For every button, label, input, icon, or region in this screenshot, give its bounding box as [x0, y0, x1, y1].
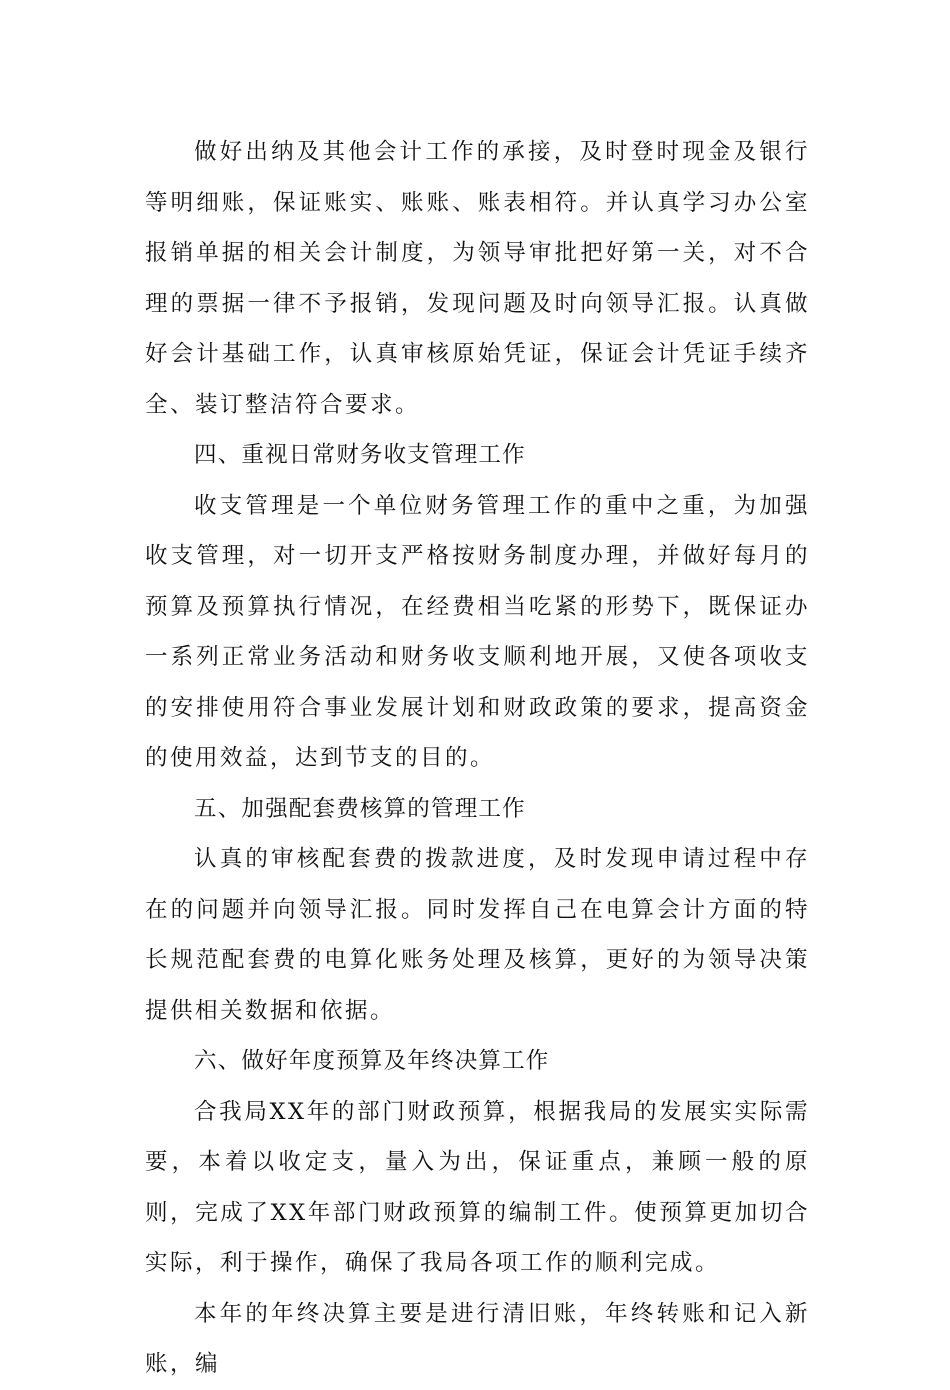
paragraph-income-expense: 收支管理是一个单位财务管理工作的重中之重，为加强收支管理，对一切开支严格按财务制度办理，并做好每月的预算及预算执行情况，在经费相当吃紧的形势下，既保证办一系列正常业务活动和财务收支顺利地开展，又使各项收支的安排使用符合事业发展计划和财政政策的要求，提高资金的使用效益，达到节支的目的。	[145, 492, 810, 771]
section-heading-6: 六、做好年度预算及年终决算工作	[194, 1048, 550, 1074]
paragraph-annual-budget: 合我局XX年的部门财政预算，根据我局的发展实实际需要，本着以收定支，量入为出，保证重点，兼顾一般的原则，完成了XX年部门财政预算的编制工件。使预算更加切合实际，利于操作，确保了我局各项工作的顺利完成。	[145, 1098, 810, 1276]
paragraph-supporting-fee: 认真的审核配套费的拨款进度，及时发现申请过程中存在的问题并向领导汇报。同时发挥自己在电算会计方面的特长规范配套费的电算化账务处理及核算，更好的为领导决策提供相关数据和依据。	[145, 846, 810, 1024]
paragraph-year-end-accounts: 本年的年终决算主要是进行清旧账，年终转账和记入新账，编	[145, 1300, 810, 1377]
section-heading-5: 五、加强配套费核算的管理工作	[194, 795, 526, 822]
document-body	[145, 127, 810, 1390]
section-heading-4: 四、重视日常财务收支管理工作	[194, 442, 526, 468]
paragraph-cashier-duties: 做好出纳及其他会计工作的承接，及时登时现金及银行等明细账，保证账实、账账、账表相符。并认真学习办公室报销单据的相关会计制度，为领导审批把好第一关，对不合理的票据一律不予报销，发现问题及时向领导汇报。认真做好会计基础工作，认真审核原始凭证，保证会计凭证手续齐全、装订整洁符合要求。	[145, 139, 810, 418]
